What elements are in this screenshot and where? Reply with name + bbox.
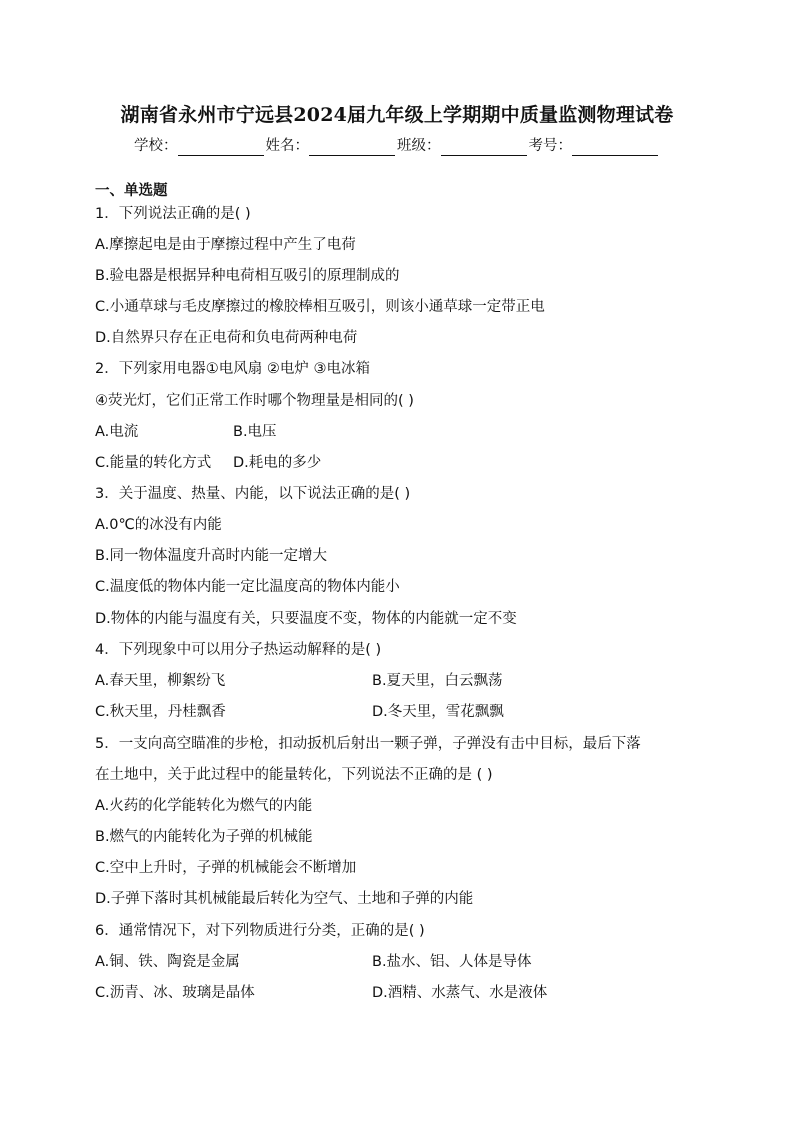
question-1-option-a: A.摩擦起电是由于摩擦过程中产生了电荷 (95, 237, 356, 253)
question-6-stem: 6．通常情况下，对下列物质进行分类，正确的是( ) (95, 923, 425, 939)
section-heading: 一、单选题 (95, 183, 168, 199)
exam-no-blank (572, 139, 658, 156)
name-blank (309, 139, 395, 156)
exam-no-label: 考号： (528, 138, 572, 154)
question-2-option-d: D.耗电的多少 (233, 455, 322, 471)
class-field (397, 136, 529, 156)
question-3-option-a: A.0℃的冰没有内能 (95, 517, 222, 533)
class-label: 班级： (397, 138, 441, 154)
question-5-option-b: B.燃气的内能转化为子弹的机械能 (95, 829, 313, 845)
question-4-option-c: C.秋天里，丹桂飘香 (95, 704, 226, 720)
question-5-option-d: D.子弹下落时其机械能最后转化为空气、土地和子弹的内能 (95, 891, 474, 907)
question-2-option-a: A.电流 (95, 424, 139, 440)
question-6-option-b: B.盐水、铝、人体是导体 (372, 954, 532, 970)
question-6-option-c: C.沥青、冰、玻璃是晶体 (95, 985, 255, 1001)
question-5-stem-line-1: 5．一支向高空瞄准的步枪，扣动扳机后射出一颗子弹，子弹没有击中目标，最后下落 (95, 736, 641, 752)
exam-no-field (529, 136, 661, 156)
name-label: 姓名： (265, 138, 309, 154)
question-2-option-b: B.电压 (233, 424, 277, 440)
question-4-option-d: D.冬天里，雪花飘飘 (372, 704, 504, 720)
question-3-stem: 3．关于温度、热量、内能，以下说法正确的是( ) (95, 486, 411, 502)
school-label: 学校： (134, 138, 178, 154)
question-3-option-d: D.物体的内能与温度有关，只要温度不变，物体的内能就一定不变 (95, 611, 517, 627)
school-field (134, 136, 266, 156)
question-4-stem: 4．下列现象中可以用分子热运动解释的是( ) (95, 642, 382, 658)
question-2-stem-line-1: 2．下列家用电器①电风扇 ②电炉 ③电冰箱 (95, 361, 370, 377)
question-5-option-a: A.火药的化学能转化为燃气的内能 (95, 798, 313, 814)
question-1-stem: 1．下列说法正确的是( ) (95, 206, 251, 222)
student-info-row (0, 136, 794, 156)
question-3-option-b: B.同一物体温度升高时内能一定增大 (95, 548, 328, 564)
question-5-stem-line-2: 在土地中，关于此过程中的能量转化，下列说法不正确的是 ( ) (95, 767, 493, 783)
question-1-option-b: B.验电器是根据异种电荷相互吸引的原理制成的 (95, 268, 400, 284)
question-1-option-c: C.小通草球与毛皮摩擦过的橡胶棒相互吸引，则该小通草球一定带正电 (95, 299, 545, 315)
question-6-option-a: A.铜、铁、陶瓷是金属 (95, 954, 240, 970)
class-blank (441, 139, 527, 156)
question-4-option-b: B.夏天里，白云飘荡 (372, 673, 503, 689)
question-4-option-a: A.春天里，柳絮纷飞 (95, 673, 226, 689)
name-field (266, 136, 398, 156)
question-3-option-c: C.温度低的物体内能一定比温度高的物体内能小 (95, 579, 400, 595)
question-6-option-d: D.酒精、水蒸气、水是液体 (372, 985, 548, 1001)
question-5-option-c: C.空中上升时，子弹的机械能会不断增加 (95, 860, 357, 876)
question-2-stem-line-2: ④荧光灯，它们正常工作时哪个物理量是相同的( ) (95, 393, 414, 409)
question-2-option-c: C.能量的转化方式 (95, 455, 212, 471)
question-1-option-d: D.自然界只存在正电荷和负电荷两种电荷 (95, 330, 358, 346)
school-blank (178, 139, 264, 156)
exam-title: 湖南省永州市宁远县2024届九年级上学期期中质量监测物理试卷 (120, 104, 674, 126)
